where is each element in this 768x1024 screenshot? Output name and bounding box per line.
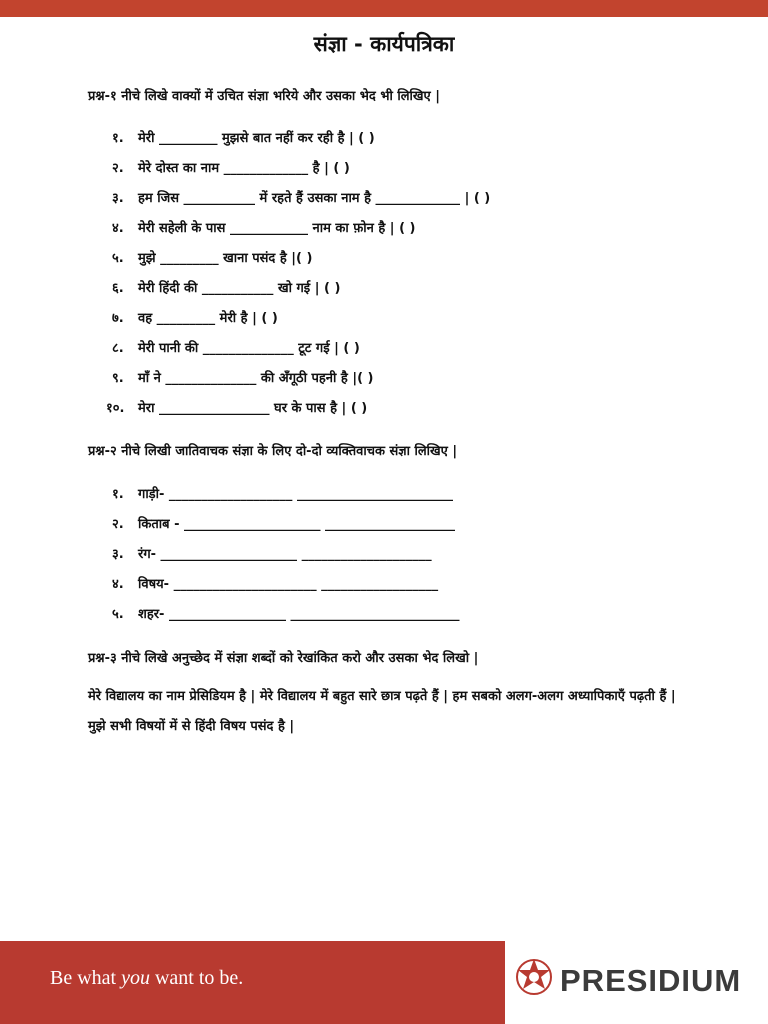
question-3-heading: प्रश्न-३ नीचे लिखे अनुच्छेद में संज्ञा शब्दों को रेखांकित करो और उसका भेद लिखो |: [88, 651, 479, 666]
q1-item-number: ६.: [112, 281, 124, 296]
q1-item-text: मेरी सहेली के पास ____________ नाम का फ़ोन है | ( ): [138, 221, 416, 236]
q2-item-number: १.: [112, 487, 124, 502]
q1-item-number: १०.: [106, 401, 125, 416]
presidium-logo-icon: [515, 958, 553, 1000]
q1-item-text: हम जिस ___________ में रहते हैं उसका नाम है _____________ | ( ): [138, 191, 491, 206]
q2-item-text: गाड़ी- ___________________ ________________________: [138, 487, 453, 502]
q1-item-text: मेरी पानी की ______________ टूट गई | ( ): [138, 341, 360, 356]
q2-item-text: शहर- __________________ __________________________: [138, 607, 460, 622]
q1-item-number: ३.: [112, 191, 124, 206]
brand-name: PRESIDIUM: [560, 963, 742, 998]
q1-item-number: ७.: [112, 311, 124, 326]
q1-item-text: मेरी _________ मुझसे बात नहीं कर रही है | ( ): [138, 131, 375, 146]
q1-item-number: ५.: [112, 251, 124, 266]
q2-item-text: विषय- ______________________ __________________: [138, 577, 439, 592]
q1-item-text: वह _________ मेरी है | ( ): [138, 311, 278, 326]
question-3-paragraph: मेरे विद्यालय का नाम प्रेसिडियम है | मेरे विद्यालय में बहुत सारे छात्र पढ़ते हैं | हम सबको अलग-अलग अध्यापिकाएँ पढ़ती हैं | मुझे सभी विषयों में से हिंदी विषय पसंद है |: [88, 689, 676, 734]
q2-item-number: ५.: [112, 607, 124, 622]
q1-item-number: ८.: [112, 341, 124, 356]
top-accent-bar: [0, 0, 768, 17]
footer-tagline: Be what you want to be.: [50, 967, 244, 989]
question-1-heading: प्रश्न-१ नीचे लिखे वाक्यों में उचित संज्ञा भरिये और उसका भेद भी लिखिए |: [88, 89, 441, 104]
q1-item-number: २.: [112, 161, 124, 176]
q1-item-text: मेरा _________________ घर के पास है | ( ): [138, 401, 368, 416]
q2-item-text: रंग- _____________________ ____________________: [138, 547, 432, 562]
q2-item-number: ४.: [112, 577, 124, 592]
question-2-heading: प्रश्न-२ नीचे लिखी जातिवाचक संज्ञा के लिए दो-दो व्यक्तिवाचक संज्ञा लिखिए |: [88, 444, 458, 459]
q2-item-number: २.: [112, 517, 124, 532]
q1-item-text: मुझे _________ खाना पसंद है |( ): [138, 251, 313, 266]
q2-item-text: किताब - _____________________ ____________________: [138, 517, 456, 532]
q1-item-number: ९.: [112, 371, 124, 386]
q1-item-number: ४.: [112, 221, 124, 236]
q2-item-number: ३.: [112, 547, 124, 562]
page-title: संज्ञा - कार्यपत्रिका: [313, 32, 455, 56]
q1-item-text: माँ ने ______________ की अँगूठी पहनी है |( ): [138, 371, 374, 386]
q1-item-text: मेरे दोस्त का नाम _____________ है | ( ): [138, 161, 350, 176]
q1-item-text: मेरी हिंदी की ___________ खो गई | ( ): [138, 281, 341, 296]
q1-item-number: १.: [112, 131, 124, 146]
